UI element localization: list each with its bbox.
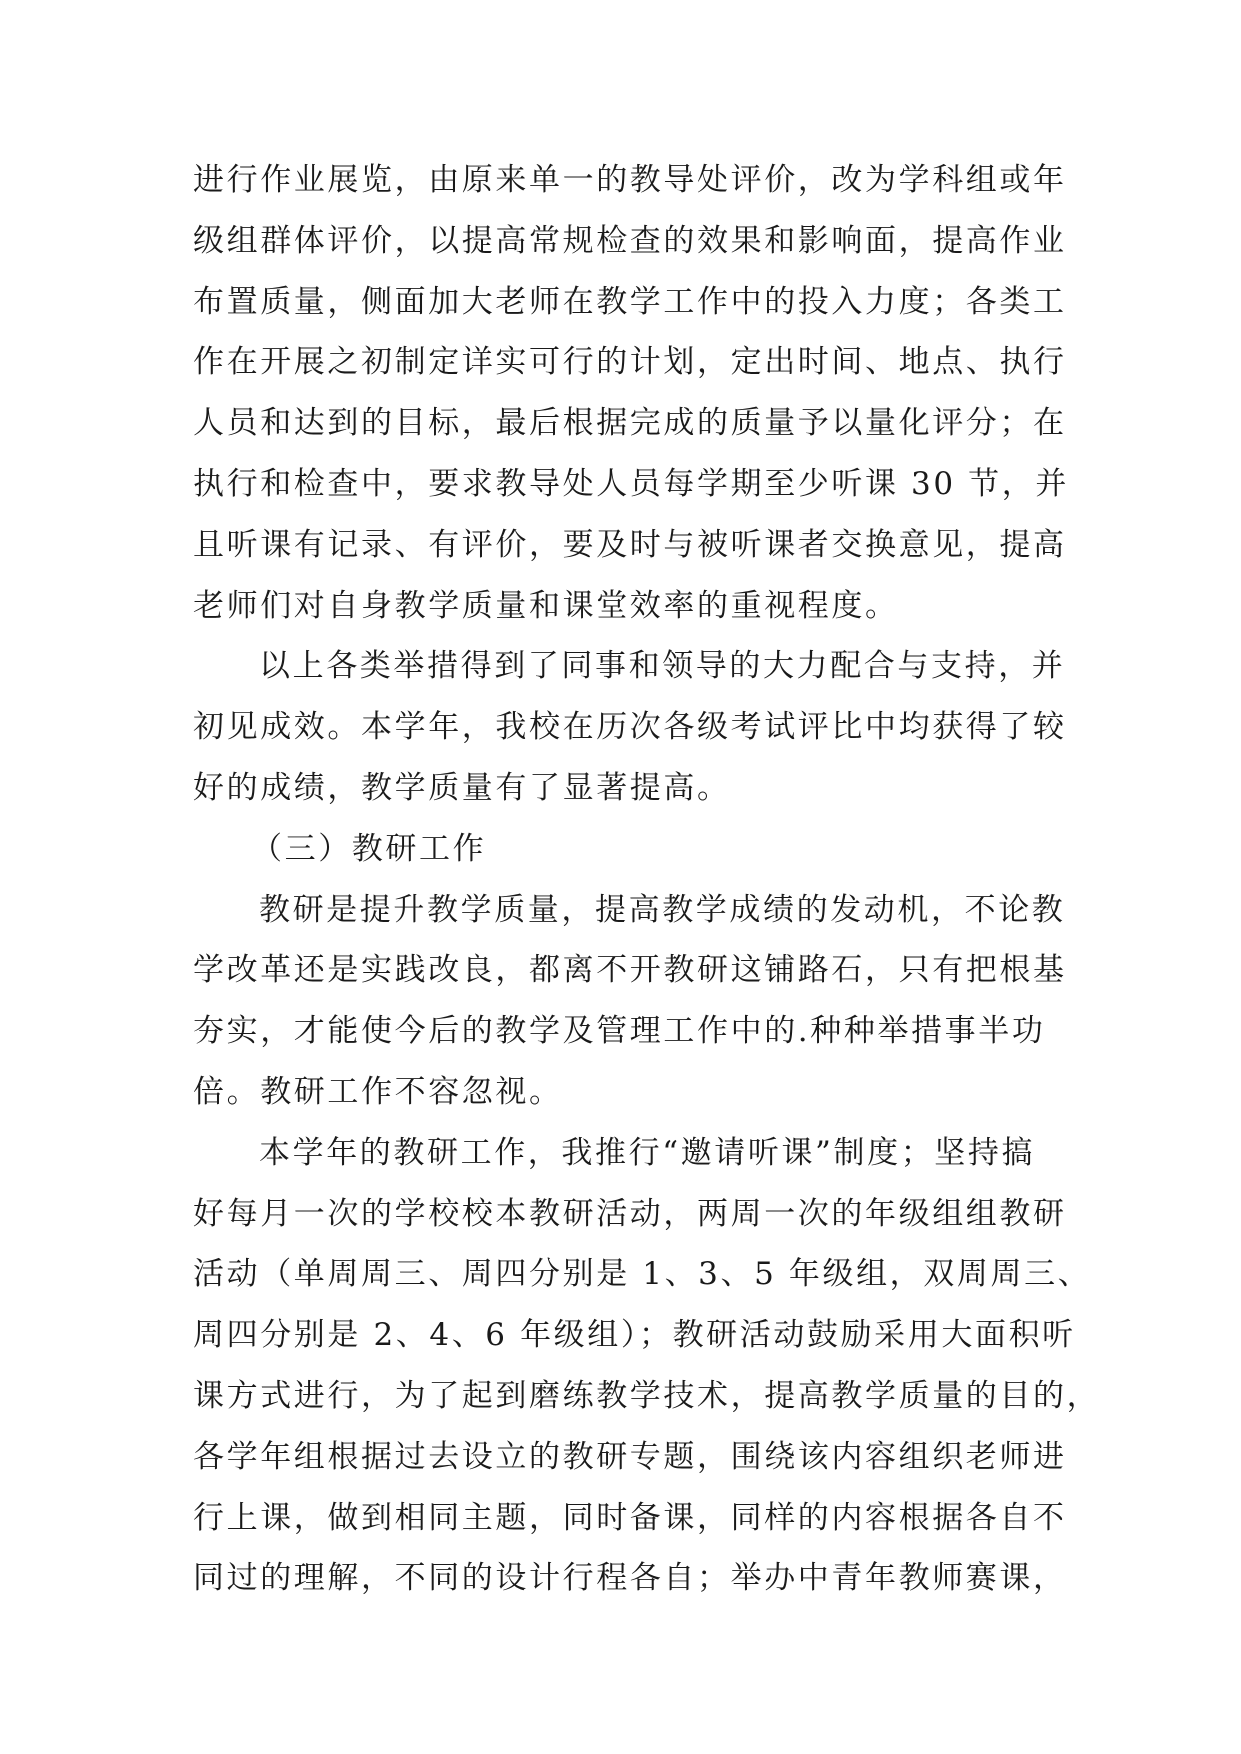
- text-line-4: 作在开展之初制定详实可行的计划，定出时间、地点、执行: [193, 344, 1067, 381]
- text-line-15: 夯实，才能使今后的教学及管理工作中的.种种举措事半功: [193, 1013, 1046, 1050]
- text-line-3: 布置质量，侧面加大老师在教学工作中的投入力度；各类工: [193, 283, 1067, 320]
- text-line-19: 活动（单周周三、周四分别是 1、3、5 年级组，双周周三、: [193, 1256, 1092, 1293]
- text-line-18: 好每月一次的学校校本教研活动，两周一次的年级组组教研: [193, 1195, 1067, 1232]
- text-line-21: 课方式进行，为了起到磨练教学技术，提高教学质量的目的，: [193, 1377, 1101, 1414]
- text-line-1: 进行作业展览，由原来单一的教导处评价，改为学科组或年: [193, 162, 1067, 198]
- text-line-13: 教研是提升教学质量，提高教学成绩的发动机，不论教: [259, 891, 1066, 928]
- text-line-20: 周四分别是 2、4、6 年级组）；教研活动鼓励采用大面积听: [193, 1317, 1076, 1354]
- text-line-6: 执行和检查中，要求教导处人员每学期至少听课 30 节，并: [193, 465, 1069, 502]
- text-line-17: 本学年的教研工作，我推行“邀请听课”制度；坚持搞: [259, 1134, 1036, 1171]
- section-heading: （三）教研工作: [251, 830, 487, 867]
- text-line-14: 学改革还是实践改良，都离不开教研这铺路石，只有把根基: [193, 952, 1067, 989]
- text-line-10: 初见成效。本学年，我校在历次各级考试评比中均获得了较: [193, 709, 1067, 746]
- text-line-23: 行上课，做到相同主题，同时备课，同样的内容根据各自不: [193, 1499, 1067, 1536]
- text-line-2: 级组群体评价，以提高常规检查的效果和影响面，提高作业: [193, 222, 1067, 259]
- text-line-7: 且听课有记录、有评价，要及时与被听课者交换意见，提高: [193, 526, 1067, 563]
- text-line-16: 倍。教研工作不容忽视。: [193, 1073, 563, 1110]
- text-line-5: 人员和达到的目标，最后根据完成的质量予以量化评分；在: [193, 405, 1067, 442]
- text-line-22: 各学年组根据过去设立的教研专题，围绕该内容组织老师进: [193, 1438, 1067, 1475]
- text-line-24: 同过的理解，不同的设计行程各自；举办中青年教师赛课，: [193, 1560, 1067, 1597]
- text-line-9: 以上各类举措得到了同事和领导的大力配合与支持，并: [259, 648, 1066, 685]
- text-line-11: 好的成绩，教学质量有了显著提高。: [193, 769, 731, 806]
- text-line-8: 老师们对自身教学质量和课堂效率的重视程度。: [193, 587, 899, 624]
- body-text: [193, 150, 1101, 1609]
